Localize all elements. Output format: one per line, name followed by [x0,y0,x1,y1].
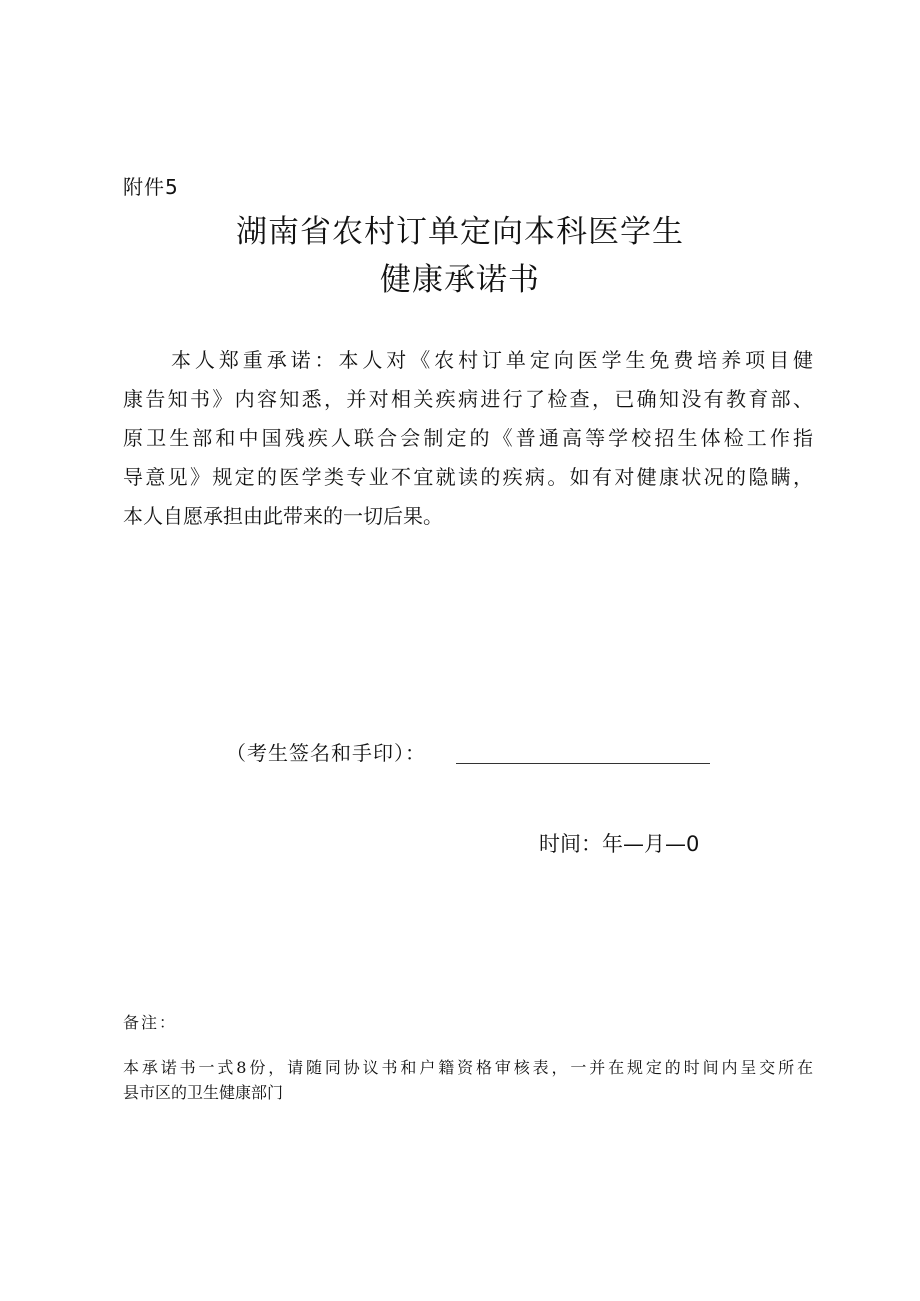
signature-label: （考生签名和手印）： [226,741,426,765]
pledge-line: 本人自愿承担由此带来的一切后果。 [123,504,443,528]
note-label: 备注： [123,1013,178,1032]
pledge-line: 本人郑重承诺：本人对《农村订单定向医学生免费培养项目健 [171,348,813,372]
pledge-line: 康告知书》内容知悉，并对相关疾病进行了检查，已确知没有教育部、 [123,387,813,411]
attachment-label: 附件5 [123,175,179,199]
date-field: 时间：年—月—0 [539,832,700,856]
note-text [123,1055,813,1105]
document-subtitle: 健康承诺书 [380,262,540,298]
pledge-line: 原卫生部和中国残疾人联合会制定的《普通高等学校招生体检工作指 [123,426,813,450]
document-title: 湖南省农村订单定向本科医学生 [236,214,684,250]
note-line: 县市区的卫生健康部门 [123,1083,284,1102]
pledge-paragraph [123,341,813,536]
note-line: 本承诺书一式8份，请随同协议书和户籍资格审核表，一并在规定的时间内呈交所在 [123,1058,813,1077]
pledge-line: 导意见》规定的医学类专业不宜就读的疾病。如有对健康状况的隐瞒， [123,465,813,489]
signature-line[interactable] [456,763,710,764]
